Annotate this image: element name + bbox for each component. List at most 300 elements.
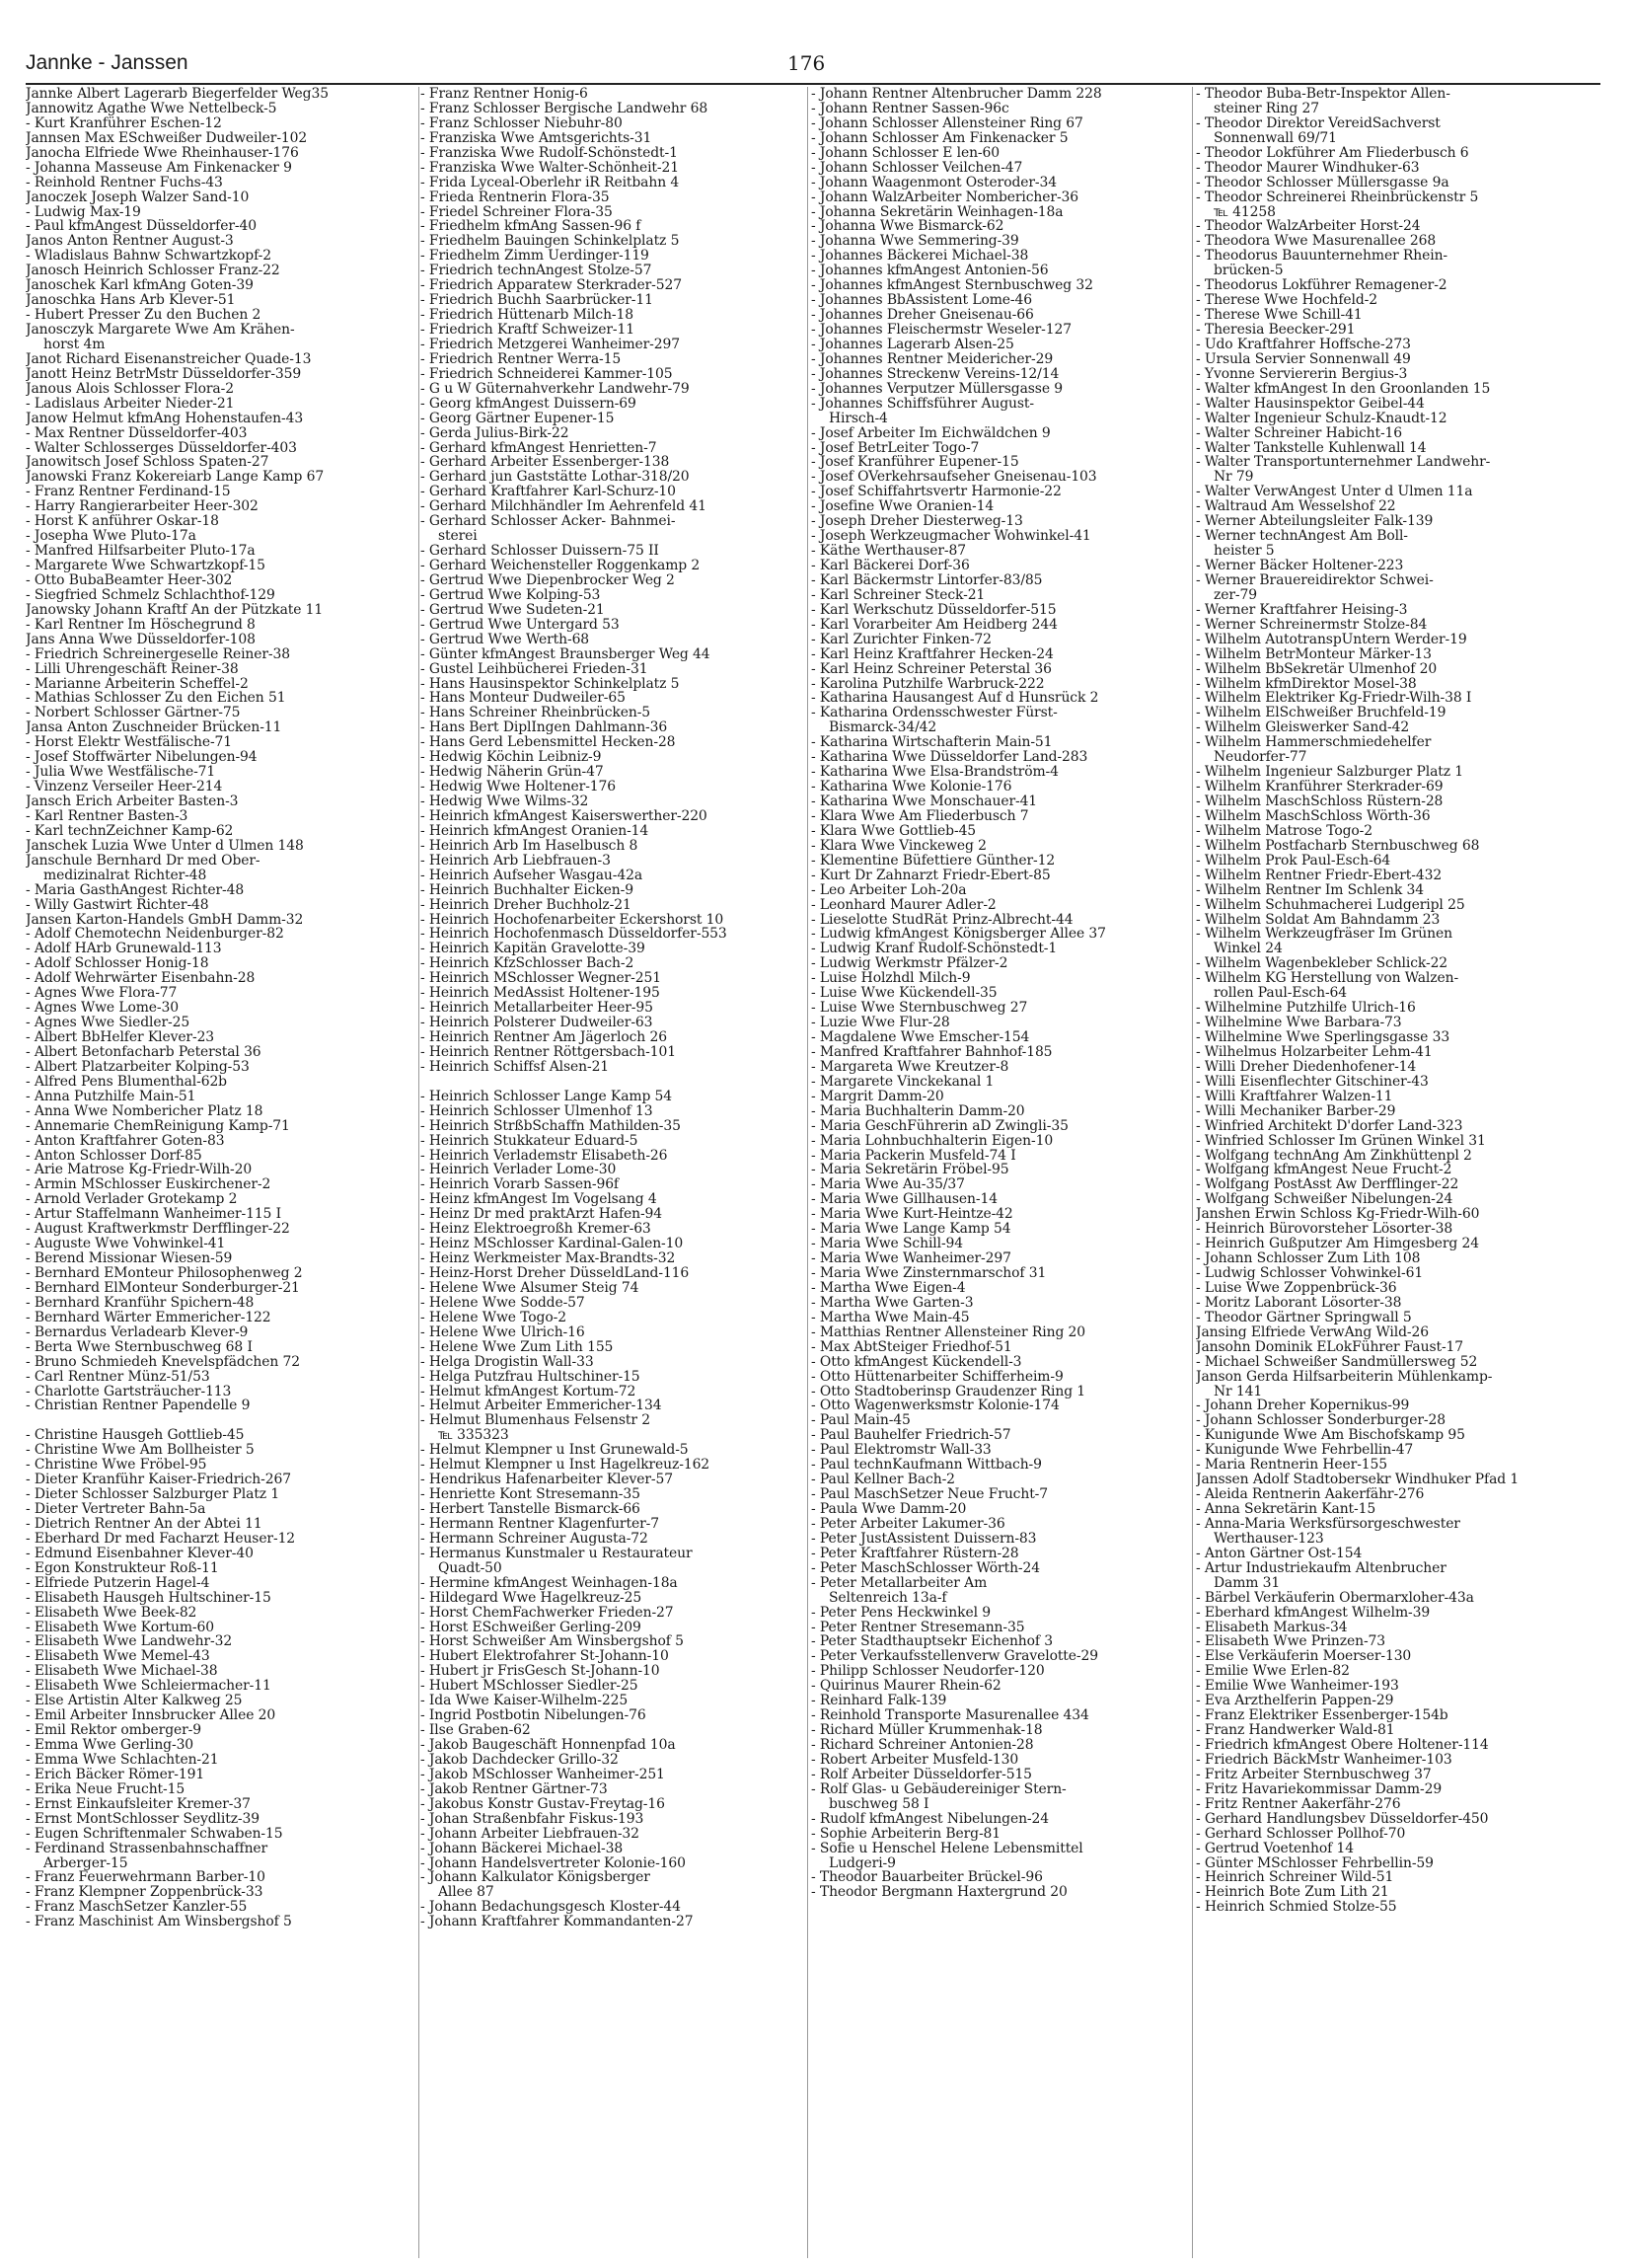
directory-entry: - Johann Schlosser Veilchen-47 <box>811 160 1023 176</box>
directory-entry: - Luise Wwe Sternbuschweg 27 <box>811 1001 1028 1017</box>
directory-entry: - Adolf Wehrwärter Eisenbahn-28 <box>26 971 256 987</box>
directory-entry: - Wilhelm kfmDirektor Mosel-38 <box>1196 676 1417 692</box>
directory-entry: - Eugen Schriftenmaler Schwaben-15 <box>26 1826 283 1842</box>
directory-entry: - Horst ChemFachwerker Frieden-27 <box>420 1605 674 1621</box>
directory-entry: - Helene Wwe Sodde-57 <box>420 1295 585 1311</box>
directory-entry: - Aleida Rentnerin Aakerfähr-276 <box>1196 1487 1425 1502</box>
directory-entry: - Helmut Blumenhaus Felsenstr 2 <box>420 1413 650 1429</box>
directory-entry: - Johanna Wwe Semmering-39 <box>811 234 1019 250</box>
directory-entry: Jansen Karton-Handels GmbH Damm-32 <box>26 912 304 928</box>
directory-entry: - Peter Kraftfahrer Rüstern-28 <box>811 1546 1019 1561</box>
directory-entry: - Christian Rentner Papendelle 9 <box>26 1399 251 1414</box>
directory-entry: - Wolfgang Schweißer Nibelungen-24 <box>1196 1192 1453 1208</box>
directory-entry: - Leonhard Maurer Adler-2 <box>811 897 997 913</box>
directory-entry: - Elisabeth Wwe Kortum-60 <box>26 1620 214 1635</box>
directory-entry: - Heinrich Hochofenmasch Düsseldorfer-553 <box>420 927 727 943</box>
directory-entry: Bismarck-34/42 <box>829 720 937 736</box>
directory-entry: - Josef BetrLeiter Togo-7 <box>811 440 980 456</box>
directory-entry: - Hermann Schreiner Augusta-72 <box>420 1531 648 1547</box>
directory-entry: - Ernst Einkaufsleiter Kremer-37 <box>26 1796 251 1812</box>
directory-entry: - Wilhelm Rentner Friedr-Ebert-432 <box>1196 868 1443 883</box>
directory-entry: - Werner technAngest Am Boll- <box>1196 529 1408 545</box>
directory-entry: - Gerhard Schlosser Duissern-75 II <box>420 544 659 559</box>
directory-entry: - Wolfgang technAng Am Zinkhüttenpl 2 <box>1196 1148 1472 1164</box>
directory-entry: - Agnes Wwe Lome-30 <box>26 1001 179 1017</box>
directory-entry: Allee 87 <box>438 1885 494 1901</box>
directory-entry: - Maria GeschFührerin aD Zwingli-35 <box>811 1118 1069 1134</box>
directory-entry: - Emil Rektor omberger-9 <box>26 1723 201 1738</box>
directory-entry: - Jakob Baugeschäft Honnenpfad 10a <box>420 1738 676 1753</box>
directory-entry: - Wilhelm AutotranspUntern Werder-19 <box>1196 632 1467 647</box>
directory-entry: - Willi Mechaniker Barber-29 <box>1196 1103 1396 1119</box>
directory-entry: medizinalrat Richter-48 <box>43 868 207 883</box>
directory-entry: - Helene Wwe Ulrich-16 <box>420 1324 585 1340</box>
directory-entry: - Heinrich Schmied Stolze-55 <box>1196 1900 1397 1916</box>
directory-entry: - Philipp Schlosser Neudorfer-120 <box>811 1664 1045 1680</box>
directory-entry: - Theresia Beecker-291 <box>1196 323 1356 338</box>
directory-entry: - Heinrich Arb Liebfrauen-3 <box>420 853 611 869</box>
directory-entry: - Arnold Verlader Grotekamp 2 <box>26 1192 238 1208</box>
directory-entry: - Waltraud Am Wesselshof 22 <box>1196 499 1396 515</box>
directory-entry: - Wilhelm Prok Paul-Esch-64 <box>1196 853 1391 869</box>
directory-entry: - Bernhard ElMonteur Sonderburger-21 <box>26 1280 300 1296</box>
directory-entry: - Adolf Chemotechn Neidenburger-82 <box>26 927 284 943</box>
directory-entry: Janous Alois Schlosser Flora-2 <box>26 381 234 397</box>
directory-entry: - Heinz Elektroegroßh Kremer-63 <box>420 1222 651 1238</box>
directory-entry: - Wilhelm MaschSchloss Rüstern-28 <box>1196 794 1444 809</box>
directory-entry: - Gustel Leihbücherei Frieden-31 <box>420 661 648 677</box>
directory-entry: - Theodor Buba-Betr-Inspektor Allen- <box>1196 87 1450 102</box>
directory-entry: - Kurt Kranführer Eschen-12 <box>26 115 222 131</box>
directory-entry: - Johann Schlosser E len-60 <box>811 145 1000 161</box>
directory-entry: - Peter Arbeiter Lakumer-36 <box>811 1516 1005 1532</box>
directory-entry: - Hedwig Näherin Grün-47 <box>420 765 604 781</box>
directory-entry: - Willi Kraftfahrer Walzen-11 <box>1196 1089 1393 1104</box>
directory-entry: - Gertrud Wwe Sudeten-21 <box>420 602 605 618</box>
directory-entry: - Edmund Eisenbahner Klever-40 <box>26 1546 254 1561</box>
directory-entry: - Johann Arbeiter Liebfrauen-32 <box>420 1826 639 1842</box>
directory-entry: - Heinrich Metallarbeiter Heer-95 <box>420 1001 653 1017</box>
directory-entry: brücken-5 <box>1214 264 1284 279</box>
directory-entry: - Wladislaus Bahnw Schwartzkopf-2 <box>26 249 271 265</box>
directory-entry: Jansch Erich Arbeiter Basten-3 <box>26 794 239 809</box>
directory-entry: - Gerhard Weichensteller Roggenkamp 2 <box>420 559 701 573</box>
directory-entry: - Albert Platzarbeiter Kolping-53 <box>26 1059 250 1075</box>
directory-entry: Janos Anton Rentner August-3 <box>26 234 234 250</box>
directory-entry: - Berta Wwe Sternbuschweg 68 I <box>26 1339 253 1355</box>
directory-entry: - Gertrud Wwe Kolping-53 <box>420 587 601 603</box>
directory-entry: - Karl Heinz Schreiner Peterstal 36 <box>811 661 1052 677</box>
directory-entry: - Frida Lyceal-Oberlehr iR Reitbahn 4 <box>420 175 680 190</box>
directory-entry: - Friedrich Rentner Werra-15 <box>420 351 622 367</box>
directory-entry: - Emilie Wwe Wanheimer-193 <box>1196 1679 1399 1695</box>
directory-entry: - Johannes kfmAngest Sternbuschweg 32 <box>811 278 1093 294</box>
directory-entry: - Sophie Arbeiterin Berg-81 <box>811 1826 1001 1842</box>
directory-entry: - Horst Elektr Westfälische-71 <box>26 735 233 751</box>
directory-entry: - Yvonne Serviererin Bergius-3 <box>1196 366 1408 382</box>
directory-entry: Seltenreich 13a-f <box>829 1590 947 1606</box>
directory-entry: - Elisabeth Wwe Beek-82 <box>26 1605 197 1621</box>
directory-entry: - Paula Wwe Damm-20 <box>811 1502 967 1517</box>
directory-entry: - Gerhard Milchhändler Im Aehrenfeld 41 <box>420 499 706 515</box>
directory-entry: ℡ 335323 <box>438 1428 509 1444</box>
directory-entry: - Anna Sekretärin Kant-15 <box>1196 1502 1376 1517</box>
directory-entry: - Jakob Dachdecker Grillo-32 <box>420 1752 619 1768</box>
directory-entry <box>26 1413 416 1428</box>
directory-entry: - Joseph Werkzeugmacher Wohwinkel-41 <box>811 529 1091 545</box>
directory-entry: - Maria Wwe Zinsternmarschof 31 <box>811 1266 1047 1281</box>
directory-entry: sterei <box>438 529 478 545</box>
directory-entry: - Emma Wwe Gerling-30 <box>26 1738 194 1753</box>
directory-entry: - Werner Kraftfahrer Heising-3 <box>1196 602 1408 618</box>
directory-entry: Damm 31 <box>1214 1575 1281 1591</box>
directory-entry: - Theodorus Bauunternehmer Rhein- <box>1196 249 1448 265</box>
directory-entry: - Hans Bert DiplIngen Dahlmann-36 <box>420 720 668 736</box>
directory-entry: Janowski Franz Kokereiarb Lange Kamp 67 <box>26 470 325 486</box>
directory-entry: - Heinrich kfmAngest Kaiserswerther-220 <box>420 808 707 824</box>
directory-entry: - Werner Brauereidirektor Schwei- <box>1196 572 1434 588</box>
directory-entry: - Wilhelm Ingenieur Salzburger Platz 1 <box>1196 765 1464 781</box>
directory-entry: - Gerhard Handlungsbev Düsseldorfer-450 <box>1196 1811 1489 1827</box>
directory-entry: - Wilhelm Werkzeugfräser Im Grünen <box>1196 927 1452 943</box>
directory-entry: - Sofie u Henschel Helene Lebensmittel <box>811 1841 1083 1856</box>
directory-entry: - Johannes Bäckerei Michael-38 <box>811 249 1029 265</box>
directory-entry: - Georg kfmAngest Duissern-69 <box>420 396 636 412</box>
directory-entry: - Kunigunde Wwe Fehrbellin-47 <box>1196 1443 1414 1459</box>
directory-entry: - Franziska Wwe Amtsgerichts-31 <box>420 130 652 146</box>
directory-entry: Janschek Luzia Wwe Unter d Ulmen 148 <box>26 838 304 854</box>
directory-entry: - Hans Schreiner Rheinbrücken-5 <box>420 706 651 721</box>
directory-entry: - Theodor Bauarbeiter Brückel-96 <box>811 1870 1043 1886</box>
directory-entry: - Margarete Wwe Schwartzkopf-15 <box>26 559 265 573</box>
directory-entry: - Emil Arbeiter Innsbrucker Allee 20 <box>26 1708 276 1724</box>
directory-entry: - Ingrid Postbotin Nibelungen-76 <box>420 1708 646 1724</box>
directory-entry: Janowsky Johann Kraftf An der Pützkate 11 <box>26 602 324 618</box>
directory-entry: - Bernardus Verladearb Klever-9 <box>26 1324 249 1340</box>
directory-entry: - Willi Dreher Diedenhofener-14 <box>1196 1059 1417 1075</box>
directory-entry: - Otto Wagenwerksmstr Kolonie-174 <box>811 1399 1060 1414</box>
directory-entry: - Leo Arbeiter Loh-20a <box>811 882 967 898</box>
directory-entry: - Winfried Schlosser Im Grünen Winkel 31 <box>1196 1133 1486 1149</box>
directory-entry <box>420 1075 803 1090</box>
directory-entry: - Johann Schlosser Sonderburger-28 <box>1196 1413 1446 1429</box>
directory-entry: - Berend Missionar Wiesen-59 <box>26 1251 233 1266</box>
directory-entry: Quadt-50 <box>438 1560 502 1576</box>
directory-entry: - Wolfgang kfmAngest Neue Frucht-2 <box>1196 1163 1452 1178</box>
directory-entry: - Theodor Bergmann Haxtergrund 20 <box>811 1885 1068 1901</box>
directory-entry: - Maria Buchhalterin Damm-20 <box>811 1103 1025 1119</box>
directory-entry: - Siegfried Schmelz Schlachthof-129 <box>26 587 275 603</box>
directory-entry: - Johann Rentner Sassen-96c <box>811 101 1009 116</box>
directory-entry: - Heinrich Verlademstr Elisabeth-26 <box>420 1148 668 1164</box>
directory-entry: - Heinrich Schiffsf Alsen-21 <box>420 1059 610 1075</box>
directory-entry: Janosch Heinrich Schlosser Franz-22 <box>26 264 280 279</box>
directory-entry: - Franz MaschSetzer Kanzler-55 <box>26 1900 248 1916</box>
directory-entry: - Jakob Rentner Gärtner-73 <box>420 1781 608 1797</box>
directory-entry: - Franziska Wwe Rudolf-Schönstedt-1 <box>420 145 678 161</box>
directory-entry: - Gerhard Schlosser Pollhof-70 <box>1196 1826 1406 1842</box>
directory-entry: - Heinrich Polsterer Dudweiler-63 <box>420 1016 653 1030</box>
directory-entry: - Johann Handelsvertreter Kolonie-160 <box>420 1855 686 1871</box>
directory-entry: - Katharina Wirtschafterin Main-51 <box>811 735 1053 751</box>
directory-entry: - Wilhelm KG Herstellung von Walzen- <box>1196 971 1459 987</box>
directory-entry: - Friedrich Metzgerei Wanheimer-297 <box>420 337 680 352</box>
directory-entry: - Mathias Schlosser Zu den Eichen 51 <box>26 691 286 707</box>
directory-entry: - Otto BubaBeamter Heer-302 <box>26 572 233 588</box>
directory-entry: Janoschka Hans Arb Klever-51 <box>26 293 236 309</box>
directory-entry: - Jakobus Konstr Gustav-Freytag-16 <box>420 1796 665 1812</box>
directory-entry: - Katharina Hausangest Auf d Hunsrück 2 <box>811 691 1099 707</box>
directory-entry: - Georg Gärtner Eupener-15 <box>420 411 615 426</box>
directory-entry: - Joseph Dreher Diesterweg-13 <box>811 514 1023 530</box>
directory-entry: - Franz Feuerwehrmann Barber-10 <box>26 1870 265 1886</box>
directory-entry: - Hedwig Wwe Holtener-176 <box>420 780 617 794</box>
directory-entry: - Katharina Wwe Kolonie-176 <box>811 780 1012 794</box>
directory-entry: - Walter kfmAngest In den Groonlanden 15 <box>1196 381 1491 397</box>
directory-entry: - Friedhelm kfmAng Sassen-96 f <box>420 219 641 235</box>
directory-entry: - Josepha Wwe Pluto-17a <box>26 529 196 545</box>
directory-entry: Janot Richard Eisenanstreicher Quade-13 <box>26 351 312 367</box>
directory-entry: - Friedrich Buchh Saarbrücker-11 <box>420 293 653 309</box>
directory-entry: - Johannes Verputzer Müllersgasse 9 <box>811 381 1064 397</box>
directory-entry: - Winfried Architekt D'dorfer Land-323 <box>1196 1118 1463 1134</box>
directory-entry: - Richard Schreiner Antonien-28 <box>811 1738 1034 1753</box>
directory-entry: - Margareta Wwe Kreutzer-8 <box>811 1059 1009 1075</box>
directory-entry: - Alfred Pens Blumenthal-62b <box>26 1074 227 1090</box>
directory-entry: - Peter Metallarbeiter Am <box>811 1575 988 1591</box>
directory-entry: - Johan Straßenbfahr Fiskus-193 <box>420 1811 644 1827</box>
directory-entry: - Heinrich MSchlosser Wegner-251 <box>420 971 661 987</box>
directory-entry: - Paul Elektromstr Wall-33 <box>811 1443 992 1459</box>
directory-entry: - Friedrich technAngest Stolze-57 <box>420 264 652 279</box>
directory-entry: - Johann Schlosser Zum Lith 108 <box>1196 1251 1421 1266</box>
directory-entry: - Reinhard Falk-139 <box>811 1694 947 1709</box>
directory-entry: - Karl Vorarbeiter Am Heidberg 244 <box>811 617 1058 633</box>
directory-entry: - Horst Schweißer Am Winsbergshof 5 <box>420 1634 684 1650</box>
directory-entry: - Bärbel Verkäuferin Obermarxloher-43a <box>1196 1590 1474 1606</box>
directory-entry: - Ludwig kfmAngest Königsberger Allee 37 <box>811 927 1106 943</box>
directory-entry: - Adolf HArb Grunewald-113 <box>26 942 222 957</box>
directory-entry: - Maria Rentnerin Heer-155 <box>1196 1458 1388 1474</box>
directory-entry: - Fritz Havariekommissar Damm-29 <box>1196 1781 1443 1797</box>
directory-entry: Janowitsch Josef Schloss Spaten-27 <box>26 455 269 471</box>
directory-entry: - Luise Wwe Zoppenbrück-36 <box>1196 1280 1397 1296</box>
directory-entry: - Theodor Schlosser Müllersgasse 9a <box>1196 175 1449 190</box>
directory-entry: - Emma Wwe Schlachten-21 <box>26 1752 219 1768</box>
directory-entry: - Heinz-Horst Dreher DüsseldLand-116 <box>420 1266 690 1281</box>
directory-entry: - Ernst MontSchlosser Seydlitz-39 <box>26 1811 260 1827</box>
directory-entry: - Ludwig Max-19 <box>26 204 141 220</box>
directory-entry: - Richard Müller Krummenhak-18 <box>811 1723 1043 1738</box>
directory-entry: - Wilhelmine Putzhilfe Ulrich-16 <box>1196 1001 1416 1017</box>
directory-entry: - Reinhold Transporte Masurenallee 434 <box>811 1708 1089 1724</box>
directory-entry: - Agnes Wwe Siedler-25 <box>26 1016 190 1030</box>
directory-entry: - Johann Dreher Kopernikus-99 <box>1196 1399 1410 1414</box>
directory-entry: - Ladislaus Arbeiter Nieder-21 <box>26 396 235 412</box>
directory-entry: ℡ 41258 <box>1214 204 1276 220</box>
directory-entry: - Heinrich StrßbSchaffn Mathilden-35 <box>420 1118 681 1134</box>
directory-entry: - Maria Sekretärin Fröbel-95 <box>811 1163 1009 1178</box>
directory-entry: - Maria Wwe Gillhausen-14 <box>811 1192 998 1208</box>
directory-entry: - Else Artistin Alter Kalkweg 25 <box>26 1694 243 1709</box>
directory-entry: - Therese Wwe Hochfeld-2 <box>1196 293 1377 309</box>
directory-entry: - Franz Maschinist Am Winsbergshof 5 <box>26 1915 292 1930</box>
directory-entry: - Hans Hausinspektor Schinkelplatz 5 <box>420 676 680 692</box>
directory-entry: - Martha Wwe Eigen-4 <box>811 1280 966 1296</box>
directory-entry: - Arie Matrose Kg-Friedr-Wilh-20 <box>26 1163 253 1178</box>
directory-entry: - Maria GasthAngest Richter-48 <box>26 882 245 898</box>
directory-entry: - Rolf Arbeiter Düsseldorfer-515 <box>811 1767 1032 1782</box>
directory-entry: - Margarete Vinckekanal 1 <box>811 1074 995 1090</box>
directory-entry: - Elisabeth Wwe Memel-43 <box>26 1649 210 1665</box>
directory-entry: - Erika Neue Frucht-15 <box>26 1781 185 1797</box>
directory-entry: heister 5 <box>1214 544 1275 559</box>
directory-entry: - Elisabeth Wwe Prinzen-73 <box>1196 1634 1386 1650</box>
directory-entry: - Christine Hausgeh Gottlieb-45 <box>26 1428 245 1444</box>
directory-entry: - Helga Drogistin Wall-33 <box>420 1354 594 1370</box>
directory-entry: - Manfred Hilfsarbeiter Pluto-17a <box>26 544 256 559</box>
directory-entry: - Julia Wwe Westfälische-71 <box>26 765 216 781</box>
directory-entry: - Wilhelm BetrMonteur Märker-13 <box>1196 646 1432 662</box>
directory-entry: - Friedrich Schreinergeselle Reiner-38 <box>26 646 290 662</box>
directory-entry: - Maria Wwe Kurt-Heintze-42 <box>811 1207 1013 1223</box>
directory-entry: - Heinrich Schlosser Ulmenhof 13 <box>420 1103 653 1119</box>
directory-entry: - Heinrich Schreiner Wild-51 <box>1196 1870 1394 1886</box>
directory-entry: - Johann Kraftfahrer Kommandanten-27 <box>420 1915 694 1930</box>
directory-entry: Winkel 24 <box>1214 942 1283 957</box>
directory-entry: - Wilhelmine Wwe Barbara-73 <box>1196 1016 1402 1030</box>
directory-entry: - Hermann Rentner Klagenfurter-7 <box>420 1516 659 1532</box>
directory-entry: - Elisabeth Wwe Schleiermacher-11 <box>26 1679 271 1695</box>
directory-entry: - Anton Gärtner Ost-154 <box>1196 1546 1363 1561</box>
directory-entry: - Maria Wwe Lange Kamp 54 <box>811 1222 1011 1238</box>
directory-entry: - Franz Handwerker Wald-81 <box>1196 1723 1395 1738</box>
directory-entry: Janson Gerda Hilfsarbeiterin Mühlenkamp- <box>1196 1369 1493 1385</box>
directory-entry: Janow Helmut kfmAng Hohenstaufen-43 <box>26 411 304 426</box>
directory-entry: - Franz Klempner Zoppenbrück-33 <box>26 1885 263 1901</box>
directory-entry: - Franz Rentner Honig-6 <box>420 87 588 102</box>
directory-entry: - Lieselotte StudRät Prinz-Albrecht-44 <box>811 912 1074 928</box>
directory-entry: - Heinrich Aufseher Wasgau-42a <box>420 868 642 883</box>
directory-entry: - Albert Betonfacharb Peterstal 36 <box>26 1044 261 1060</box>
column-divider <box>807 87 808 2258</box>
column-divider <box>418 87 419 2258</box>
directory-entry: - Artur Industriekaufm Altenbrucher <box>1196 1560 1447 1576</box>
directory-entry: - Peter JustAssistent Duissern-83 <box>811 1531 1037 1547</box>
directory-entry: - G u W Güternahverkehr Landwehr-79 <box>420 381 690 397</box>
directory-entry: - Hendrikus Hafenarbeiter Klever-57 <box>420 1473 673 1488</box>
directory-entry: - Katharina Wwe Monschauer-41 <box>811 794 1038 809</box>
directory-entry: horst 4m <box>43 337 106 352</box>
directory-entry: - Paul kfmAngest Düsseldorfer-40 <box>26 219 257 235</box>
directory-entry: - Gerhard Schlosser Acker- Bahnmei- <box>420 514 676 530</box>
directory-entry: - Hubert MSchlosser Siedler-25 <box>420 1679 638 1695</box>
directory-entry: - Ursula Servier Sonnenwall 49 <box>1196 351 1411 367</box>
directory-entry: - Theodor WalzArbeiter Horst-24 <box>1196 219 1421 235</box>
directory-entry: - Heinrich kfmAngest Oranien-14 <box>420 823 649 839</box>
directory-entry: - Johannes kfmAngest Antonien-56 <box>811 264 1049 279</box>
directory-entry: - Gerhard jun Gaststätte Lothar-318/20 <box>420 470 690 486</box>
directory-entry: - Reinhold Rentner Fuchs-43 <box>26 175 223 190</box>
directory-entry: - Anton Schlosser Dorf-85 <box>26 1148 202 1164</box>
directory-entry: - Heinrich KfzSchlosser Bach-2 <box>420 956 634 972</box>
directory-entry: - Käthe Werthauser-87 <box>811 544 966 559</box>
directory-entry: - Willi Eisenflechter Gitschiner-43 <box>1196 1074 1429 1090</box>
directory-entry: - Heinz Dr med praktArzt Hafen-94 <box>420 1207 663 1223</box>
directory-entry: - Gerhard Kraftfahrer Karl-Schurz-10 <box>420 485 676 500</box>
directory-entry: - Auguste Wwe Vohwinkel-41 <box>26 1237 226 1252</box>
directory-entry: - Franziska Wwe Walter-Schönheit-21 <box>420 160 679 176</box>
directory-entry: - Wilhelm Schuhmacherei Ludgeripl 25 <box>1196 897 1465 913</box>
column-divider <box>1192 87 1193 2258</box>
directory-entry: - Martha Wwe Main-45 <box>811 1310 970 1325</box>
directory-entry: - Hubert Presser Zu den Buchen 2 <box>26 308 261 323</box>
directory-entry: - Wilhelm Hammerschmiedehelfer <box>1196 735 1432 751</box>
directory-entry: - Rudolf kfmAngest Nibelungen-24 <box>811 1811 1049 1827</box>
directory-entry: - Eberhard Dr med Facharzt Heuser-12 <box>26 1531 296 1547</box>
directory-entry: - Heinz MSchlosser Kardinal-Galen-10 <box>420 1237 684 1252</box>
directory-entry: - Werner Bäcker Holtener-223 <box>1196 559 1404 573</box>
directory-entry: - Norbert Schlosser Gärtner-75 <box>26 706 241 721</box>
directory-entry: - Wilhelm ElSchweißer Bruchfeld-19 <box>1196 706 1447 721</box>
directory-entry: - Walter VerwAngest Unter d Ulmen 11a <box>1196 485 1473 500</box>
directory-entry: - Anna Wwe Nombericher Platz 18 <box>26 1103 263 1119</box>
directory-entry: - Agnes Wwe Flora-77 <box>26 986 178 1002</box>
directory-entry: - Walter Schreiner Habicht-16 <box>1196 425 1403 441</box>
directory-entry: - Friedel Schreiner Flora-35 <box>420 204 613 220</box>
directory-entry: - Heinrich Bote Zum Lith 21 <box>1196 1885 1389 1901</box>
directory-entry: Jansa Anton Zuschneider Brücken-11 <box>26 720 282 736</box>
directory-entry: - Wilhelm BbSekretär Ulmenhof 20 <box>1196 661 1438 677</box>
directory-entry: - Hermanus Kunstmaler u Restaurateur <box>420 1546 693 1561</box>
directory-entry: - Friedrich Hüttenarb Milch-18 <box>420 308 633 323</box>
directory-entry: - Dieter Schlosser Salzburger Platz 1 <box>26 1487 280 1502</box>
directory-entry: - Jakob MSchlosser Wanheimer-251 <box>420 1767 665 1782</box>
directory-entry: - Paul technKaufmann Wittbach-9 <box>811 1458 1042 1474</box>
directory-entry: - Fritz Arbeiter Sternbuschweg 37 <box>1196 1767 1432 1782</box>
directory-entry: - Günter kfmAngest Braunsberger Weg 44 <box>420 646 710 662</box>
directory-entry: Ludgeri-9 <box>829 1855 896 1871</box>
directory-entry: - Johannes Streckenw Vereins-12/14 <box>811 366 1060 382</box>
directory-entry: - Friedrich Schneiderei Kammer-105 <box>420 366 673 382</box>
directory-entry: - Dieter Kranführ Kaiser-Friedrich-267 <box>26 1473 291 1488</box>
directory-entry: - Klementine Büfettiere Günther-12 <box>811 853 1056 869</box>
directory-column-4 <box>1196 87 1600 2258</box>
directory-entry: Jans Anna Wwe Düsseldorfer-108 <box>26 632 256 647</box>
directory-entry: - Herbert Tanstelle Bismarck-66 <box>420 1502 640 1517</box>
directory-entry: - Gertrud Wwe Diepenbrocker Weg 2 <box>420 572 675 588</box>
directory-entry: - Karl Bäckermstr Lintorfer-83/85 <box>811 572 1043 588</box>
directory-entry: - Karl Rentner Basten-3 <box>26 808 188 824</box>
directory-entry: - Walter Transportunternehmer Landwehr- <box>1196 455 1491 471</box>
directory-entry: - Peter Verkaufsstellenverw Gravelotte-29 <box>811 1649 1098 1665</box>
directory-entry: - Heinrich Arb Im Haselbusch 8 <box>420 838 638 854</box>
directory-entry: - Anna Putzhilfe Main-51 <box>26 1089 196 1104</box>
directory-entry: - Paul Main-45 <box>811 1413 911 1429</box>
directory-entry: - Theodor Direktor VereidSachverst <box>1196 115 1441 131</box>
directory-entry: - Moritz Laborant Lösorter-38 <box>1196 1295 1402 1311</box>
directory-entry: - Johann Schlosser Am Finkenacker 5 <box>811 130 1069 146</box>
header-rule <box>26 83 1600 85</box>
directory-entry: - Wolfgang PostAsst Aw Derfflinger-22 <box>1196 1177 1459 1193</box>
directory-entry: - Theodora Wwe Masurenallee 268 <box>1196 234 1437 250</box>
directory-entry: - Karl Werkschutz Düsseldorfer-515 <box>811 602 1057 618</box>
directory-entry: - Martha Wwe Garten-3 <box>811 1295 974 1311</box>
directory-entry: - Wilhelm Postfacharb Sternbuschweg 68 <box>1196 838 1480 854</box>
directory-entry: Janosczyk Margarete Wwe Am Krähen- <box>26 323 295 338</box>
directory-entry: Janocha Elfriede Wwe Rheinhauser-176 <box>26 145 299 161</box>
directory-entry: - Johannes BbAssistent Lome-46 <box>811 293 1032 309</box>
